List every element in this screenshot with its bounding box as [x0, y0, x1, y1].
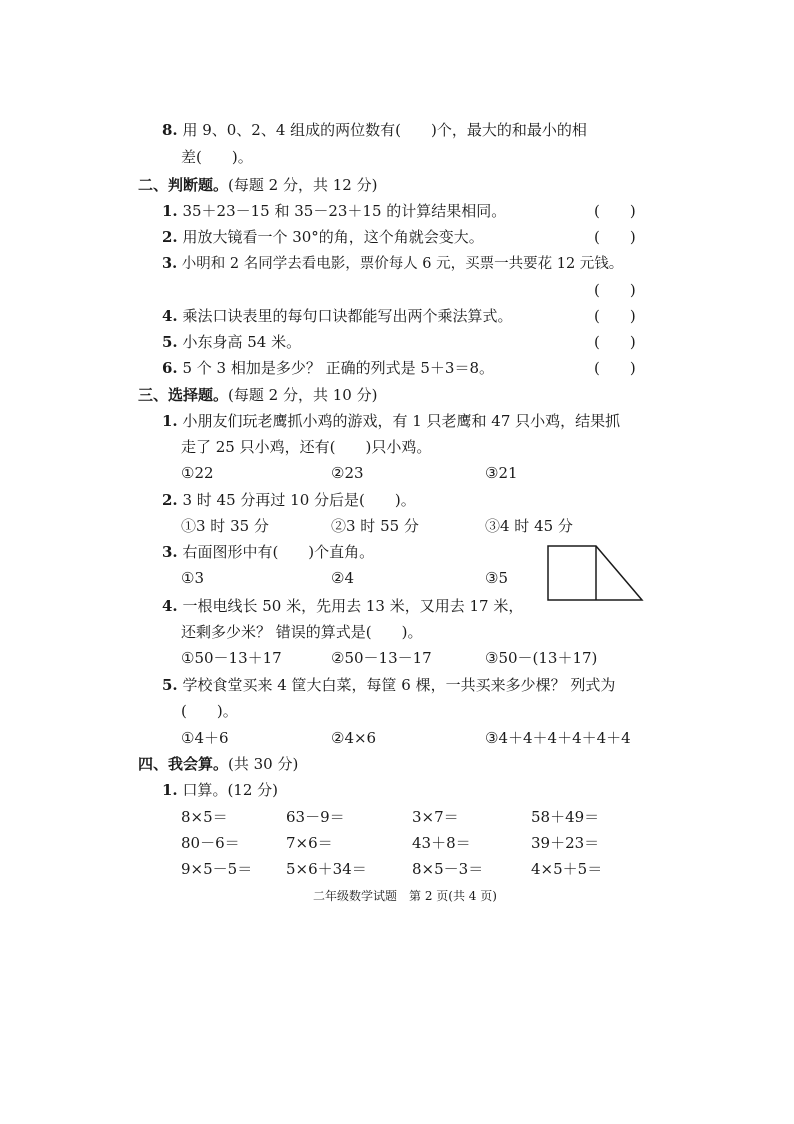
option-2[interactable]: ②4×6 [331, 729, 377, 747]
judge-item-2 [162, 226, 484, 248]
section-3-heading [138, 384, 377, 406]
square-trapezoid-figure [546, 544, 646, 602]
question-8 [162, 119, 587, 141]
section-score: (每题 2 分，共 10 分) [228, 386, 378, 404]
calc-cell[interactable]: 5×6＋34＝ [286, 860, 367, 878]
item-text: 3 时 45 分再过 10 分后是( )。 [182, 491, 416, 509]
item-number: 4. [162, 307, 178, 325]
choice-q4-cont: 还剩多少米？ 错误的算式是( )。 [181, 623, 423, 641]
option-2[interactable]: ②50－13－17 [331, 649, 432, 667]
judge-item-4 [162, 305, 512, 327]
answer-paren[interactable]: ( ) [594, 281, 636, 299]
item-number: 1. [162, 202, 178, 220]
item-text: 一根电线长 50 米，先用去 13 米，又用去 17 米， [182, 597, 524, 615]
calc-cell[interactable]: 3×7＝ [412, 808, 459, 826]
item-number: 2. [162, 228, 178, 246]
option-1[interactable]: ①3 时 35 分 [181, 517, 269, 535]
item-number: 6. [162, 359, 178, 377]
item-number: 3. [162, 255, 178, 272]
section-score: (每题 2 分，共 12 分) [228, 176, 378, 194]
calc-cell[interactable]: 43＋8＝ [412, 834, 471, 852]
option-1[interactable]: ①4＋6 [181, 729, 229, 747]
option-3[interactable]: ③50－(13＋17) [485, 649, 598, 667]
option-2[interactable]: ②3 时 55 分 [331, 517, 419, 535]
option-3[interactable]: ③21 [485, 464, 518, 482]
item-number: 1. [162, 412, 178, 430]
page-footer: 二年级数学试题 第 2 页(共 4 页) [313, 889, 497, 903]
option-2[interactable]: ②4 [331, 569, 354, 587]
item-text: 35＋23－15 和 35－23＋15 的计算结果相同。 [182, 202, 507, 220]
item-text: 小东身高 54 米。 [182, 333, 302, 351]
calc-cell[interactable]: 9×5－5＝ [181, 860, 253, 878]
option-2[interactable]: ②23 [331, 464, 364, 482]
section-2-heading [138, 174, 377, 196]
item-text: 用放大镜看一个 30°的角，这个角就会变大。 [182, 228, 484, 246]
calc-subheading [162, 779, 278, 801]
calc-cell[interactable]: 8×5＝ [181, 808, 228, 826]
calc-cell[interactable]: 39＋23＝ [531, 834, 600, 852]
judge-item-6 [162, 357, 494, 379]
item-text: 右面图形中有( )个直角。 [182, 543, 375, 561]
section-title: 二、判断题。 [138, 176, 229, 194]
item-number: 3. [162, 543, 178, 561]
choice-q1 [162, 410, 620, 432]
question-number: 8. [162, 121, 178, 139]
choice-q1-cont: 走了 25 只小鸡，还有( )只小鸡。 [181, 438, 432, 456]
item-text: 学校食堂买来 4 筐大白菜，每筐 6 棵，一共买来多少棵？ 列式为 [182, 676, 616, 694]
choice-q3 [162, 541, 374, 563]
item-text: 乘法口诀表里的每句口诀都能写出两个乘法算式。 [182, 307, 513, 325]
calc-cell[interactable]: 4×5＋5＝ [531, 860, 603, 878]
section-score: (共 30 分) [228, 755, 299, 773]
item-text: 5 个 3 相加是多少？ 正确的列式是 5＋3＝8。 [182, 359, 495, 377]
question-text: 用 9、0、2、4 组成的两位数有( )个，最大的和最小的相 [182, 121, 587, 139]
item-number: 2. [162, 491, 178, 509]
item-number: 5. [162, 676, 178, 694]
choice-q5-cont: ( )。 [181, 702, 238, 720]
item-text: 小明和 2 名同学去看电影，票价每人 6 元，买票一共要花 12 元钱。 [181, 256, 624, 272]
item-number: 5. [162, 333, 178, 351]
option-3[interactable]: ③4 时 45 分 [485, 517, 573, 535]
section-4-heading [138, 753, 298, 775]
answer-paren[interactable]: ( ) [594, 307, 636, 325]
figure-outline [548, 546, 642, 600]
answer-paren[interactable]: ( ) [594, 333, 636, 351]
item-number: 4. [162, 597, 178, 615]
item-text: 小朋友们玩老鹰抓小鸡的游戏，有 1 只老鹰和 47 只小鸡，结果抓 [182, 412, 621, 430]
answer-paren[interactable]: ( ) [594, 359, 636, 377]
section-title: 四、我会算。 [138, 755, 229, 773]
calc-cell[interactable]: 80－6＝ [181, 834, 240, 852]
item-number: 1. [162, 781, 178, 799]
calc-cell[interactable]: 7×6＝ [286, 834, 333, 852]
answer-paren[interactable]: ( ) [594, 202, 636, 220]
option-1[interactable]: ①3 [181, 569, 204, 587]
calc-cell[interactable]: 63－9＝ [286, 808, 345, 826]
option-1[interactable]: ①50－13＋17 [181, 649, 282, 667]
calc-cell[interactable]: 8×5－3＝ [412, 860, 484, 878]
choice-q2 [162, 489, 416, 511]
judge-item-5 [162, 331, 301, 353]
choice-q4 [162, 595, 523, 617]
judge-item-3 [162, 253, 623, 275]
judge-item-1 [162, 200, 506, 222]
option-1[interactable]: ①22 [181, 464, 214, 482]
item-text: 口算。(12 分) [182, 781, 279, 799]
option-3[interactable]: ③4＋4＋4＋4＋4＋4 [485, 729, 631, 747]
question-8-cont: 差( )。 [181, 148, 253, 166]
choice-q5 [162, 674, 615, 696]
calc-cell[interactable]: 58＋49＝ [531, 808, 600, 826]
option-3[interactable]: ③5 [485, 569, 508, 587]
section-title: 三、选择题。 [138, 386, 229, 404]
answer-paren[interactable]: ( ) [594, 228, 636, 246]
